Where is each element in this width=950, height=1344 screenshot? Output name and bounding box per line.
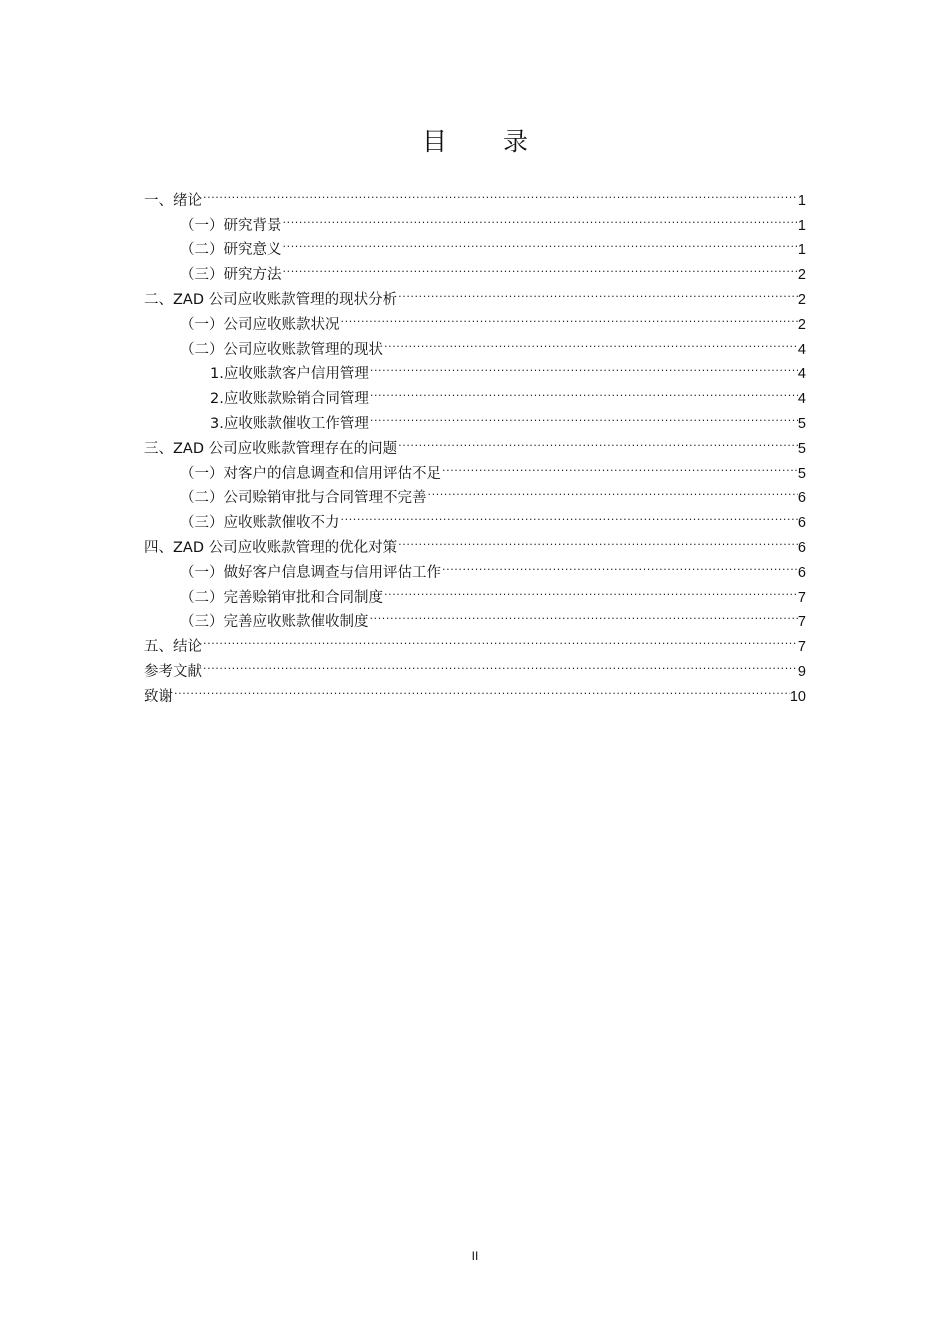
toc-entry-page-number: 6: [797, 490, 806, 507]
toc-dot-leader: [427, 478, 798, 503]
toc-entry-label: （三）应收账款催收不力: [180, 515, 340, 532]
toc-entry-label: 致谢: [144, 688, 173, 705]
toc-entry-label: 三、ZAD 公司应收账款管理存在的问题: [144, 440, 398, 457]
toc-entry[interactable]: [144, 651, 806, 680]
toc-dot-leader: [369, 602, 798, 627]
toc-entry-page-number: 2: [797, 291, 806, 308]
toc-entry-label: 3.应收账款催收工作管理: [210, 415, 369, 432]
toc-entry-label: （一）研究背景: [180, 217, 282, 234]
toc-dot-leader: [340, 304, 798, 329]
toc-entry-label: （二）研究意义: [180, 242, 282, 259]
toc-entry-label: （三）研究方法: [180, 267, 282, 284]
toc-entry-page-number: 6: [797, 564, 806, 581]
page-title: 目 录: [422, 127, 552, 156]
toc-entry-page-number: 5: [797, 415, 806, 432]
toc-entry-label: （一）对客户的信息调查和信用评估不足: [180, 465, 441, 482]
toc-entry-label: （二）公司应收账款管理的现状: [180, 341, 383, 358]
toc-entry-page-number: 7: [797, 589, 806, 606]
toc-entry-page-number: 4: [797, 366, 806, 383]
toc-entry-page-number: 6: [797, 515, 806, 532]
toc-entry-label: 1.应收账款客户信用管理: [210, 366, 369, 383]
toc-entry-page-number: 9: [797, 663, 806, 680]
toc-entry-label: （一）公司应收账款状况: [180, 316, 340, 333]
toc-dot-leader: [340, 502, 798, 527]
toc-dot-leader: [383, 577, 798, 602]
toc-entry-page-number: 7: [797, 639, 806, 656]
toc-dot-leader: [282, 254, 798, 279]
toc-dot-leader: [441, 552, 798, 577]
toc-dot-leader: [202, 651, 798, 676]
toc-dot-leader: [369, 403, 798, 428]
toc-entry[interactable]: [144, 626, 806, 656]
table-of-contents: [144, 180, 806, 705]
toc-entry[interactable]: [144, 205, 806, 234]
toc-dot-leader: [369, 378, 798, 403]
toc-entry[interactable]: [144, 180, 806, 209]
page-number-footer: II: [471, 1249, 479, 1263]
toc-entry-page-number: 7: [797, 614, 806, 631]
toc-entry-label: （二）公司赊销审批与合同管理不完善: [180, 490, 427, 507]
toc-entry-label: 一、绪论: [144, 192, 202, 209]
toc-dot-leader: [383, 329, 798, 354]
toc-dot-leader: [202, 626, 798, 651]
toc-entry[interactable]: [144, 676, 806, 705]
toc-entry-page-number: 4: [797, 341, 806, 358]
toc-entry-label: 2.应收账款赊销合同管理: [210, 391, 369, 408]
toc-dot-leader: [369, 354, 798, 379]
toc-entry-page-number: 5: [797, 465, 806, 482]
toc-entry-label: 四、ZAD 公司应收账款管理的优化对策: [144, 539, 398, 556]
toc-entry-page-number: 1: [797, 242, 806, 259]
toc-dot-leader: [202, 180, 798, 205]
toc-entry-page-number: 6: [797, 539, 806, 556]
toc-dot-leader: [173, 676, 790, 701]
toc-entry-page-number: 4: [797, 391, 806, 408]
toc-entry-page-number: 2: [797, 267, 806, 284]
toc-entry-page-number: 10: [789, 688, 806, 705]
toc-entry-label: 二、ZAD 公司应收账款管理的现状分析: [144, 291, 398, 308]
toc-entry-page-number: 1: [797, 192, 806, 209]
toc-entry-label: （二）完善赊销审批和合同制度: [180, 589, 383, 606]
toc-entry-page-number: 1: [797, 217, 806, 234]
toc-entry-label: 参考文献: [144, 663, 202, 680]
toc-dot-leader: [441, 453, 798, 478]
toc-entry-label: （一）做好客户信息调查与信用评估工作: [180, 564, 441, 581]
toc-entry-page-number: 2: [797, 316, 806, 333]
toc-dot-leader: [282, 205, 798, 230]
toc-dot-leader: [282, 230, 798, 255]
toc-entry-label: （三）完善应收账款催收制度: [180, 614, 369, 631]
toc-entry-page-number: 5: [797, 440, 806, 457]
toc-dot-leader: [397, 527, 798, 552]
toc-entry-label: 五、结论: [144, 639, 202, 656]
toc-dot-leader: [397, 279, 798, 304]
toc-dot-leader: [397, 428, 798, 453]
